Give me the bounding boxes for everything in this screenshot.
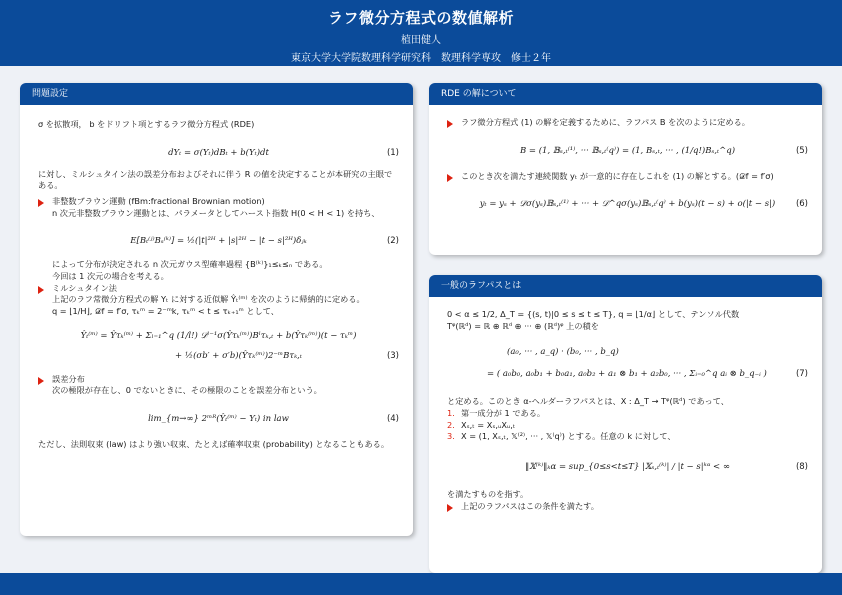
rough-para-1b: Tᵠ(ℝᵈ) = ℝ ⊕ ℝᵈ ⊕ ··· ⊕ (ℝᵈ)ᵠ 上の積を (447, 320, 599, 331)
equation-8-text: ‖𝕏⁽ᵏ⁾‖ₖα = sup_{0≤s<t≤T} |𝕏ₛ,ₜ⁽ᵏ⁾| / |t − s|ᵏᵅ < ∞ (525, 461, 730, 472)
problem-para-2b: 今回は 1 次元の場合を考える。 (52, 270, 169, 281)
equation-6 (447, 198, 808, 210)
rough-para-3: を満たすものを指す。 (447, 489, 529, 500)
bullet-error-dist-title: 誤差分布 (52, 373, 85, 384)
problem-para-3: ただし、法則収束 (law) はより強い収束、たとえば確率収束 (probability) となることもある。 (38, 439, 390, 449)
bullet-error-dist-text: 次の極限が存在し、0 でないときに、その極限のことを誤差分布という。 (52, 385, 322, 396)
rde-bullet-2: このとき次を満たす連続関数 yₜ が一意的に存在しこれを (1) の解とする。(𝒟f = f′σ) (447, 171, 808, 183)
author-name: 植田健人 (401, 35, 441, 46)
equation-6-text: yₜ = yₛ + 𝒟σ(yₛ)𝔹ₛ,ₜ⁽¹⁾ + ··· + 𝒟^qσ(yₛ)𝔹ₛ,ₜ⁽q⁾ + b(yₛ)(t − s) + o(|t − s|) (479, 199, 776, 210)
equation-7b (447, 368, 808, 380)
equation-3a (38, 330, 399, 342)
equation-1-text: dYₜ = σ(Yₜ)dBₜ + b(Yₜ)dt (168, 147, 269, 158)
panel-rough-path (429, 275, 822, 573)
equation-7a-text: (a₀, ··· , a_q) · (b₀, ··· , b_q) (507, 347, 619, 358)
bullet-fbm (38, 196, 399, 219)
equation-3-number: (3) (386, 350, 399, 361)
equation-2 (38, 235, 399, 247)
rough-item-1 (447, 408, 808, 420)
equation-3b (38, 350, 399, 362)
panel-rde (429, 83, 822, 255)
poster-title: ラフ微分方程式の数値解析 (327, 9, 514, 27)
bullet-fbm-title: 非整数ブラウン運動 (fBm:fractional Brownian motion) (52, 195, 265, 206)
panel-problem (20, 83, 413, 536)
bullet-error-dist (38, 374, 399, 397)
poster-header (0, 0, 842, 66)
bullet-milstein (38, 283, 399, 318)
rde-bullet-1: ラフ微分方程式 (1) の解を定義するために、ラフパス B を次のように定める。 (447, 117, 808, 129)
equation-7-number: (7) (795, 369, 808, 380)
equation-6-number: (6) (795, 199, 808, 210)
equation-2-number: (2) (386, 236, 399, 247)
rough-bullet-last: 上記のラフパスはこの条件を満たす。 (447, 501, 808, 513)
rough-item-2-number: 2. (447, 419, 455, 430)
equation-7a (447, 346, 808, 358)
rough-item-3-text: X = (1, Xₛ,ₜ, 𝕏⁽²⁾, ··· , 𝕏⁽q⁾) とする。任意の k に対して、 (461, 431, 676, 442)
equation-4-text: lim_{m→∞} 2ᵐᴿ(Ŷₜ⁽ᵐ⁾ − Yₜ) in law (148, 413, 289, 424)
equation-7b-text: = ( a₀b₀, a₀b₁ + b₀a₁, a₀b₂ + a₁ ⊗ b₁ + a₂b₀, ··· , Σᵢ₌₀^q aᵢ ⊗ b_q₋ᵢ ) (487, 369, 767, 380)
equation-2-text: E[Bₜ⁽ʲ⁾Bₛ⁽ᵏ⁾] = ½(|t|²ᴴ + |s|²ᴴ − |t − s|²ᴴ)δⱼₖ (130, 236, 307, 247)
bullet-milstein-text-2: q = ⌊1/H⌋, 𝒟f = f′σ, τₖᵐ = 2⁻ᵐk, τₖᵐ < t ≤ τₖ₊₁ᵐ として、 (52, 305, 279, 316)
equation-5-number: (5) (795, 145, 808, 156)
rough-para-2: と定める。このとき α-ヘルダーラフパスとは、X : Δ_T → Tᵠ(ℝᵈ) であって、 (447, 396, 729, 407)
equation-4 (38, 413, 399, 425)
rough-item-2-text: Xₛ,ₜ = Xₛ,ᵤXᵤ,ₜ (461, 419, 516, 430)
equation-1 (38, 147, 399, 159)
panel-rde-heading: RDE の解について (429, 83, 822, 105)
affiliation: 東京大学大学院数理科学研究科 数理科学専攻 修士２年 (291, 53, 551, 64)
equation-5 (447, 145, 808, 157)
rough-item-1-text: 第一成分が 1 である。 (461, 408, 546, 419)
problem-para-2: によって分布が決定される n 次元ガウス型確率過程 {B⁽ᵏ⁾}₁≤ₖ≤ₙ である。 (52, 259, 328, 270)
bullet-milstein-text: 上記のラフ常微分方程式の解 Yₜ に対する近似解 Ŷₜ⁽ᵐ⁾ を次のように帰納的に定める。 (52, 294, 365, 305)
rough-item-3-number: 3. (447, 431, 455, 442)
rough-item-2 (447, 420, 808, 432)
equation-8 (447, 461, 808, 473)
equation-1-number: (1) (386, 147, 399, 158)
problem-intro: σ を拡散項， b をドリフト項とするラフ微分方程式 (RDE) (38, 119, 255, 129)
bullet-milstein-title: ミルシュタイン法 (52, 282, 117, 293)
equation-3a-text: Ŷₜ⁽ᵐ⁾ = Ŷτₖ⁽ᵐ⁾ + Σₗ₌₁^q (1/l!) 𝒟ˡ⁻¹σ(Ŷτₖ⁽ᵐ⁾)Bˡτₖ,ₜ + b(Ŷτₖ⁽ᵐ⁾)(t − τₖᵐ) (80, 330, 357, 341)
equation-5-text: B = (1, 𝔹ₛ,ₜ⁽¹⁾, ··· 𝔹ₛ,ₜ⁽q⁾) = (1, Bₛ,ₜ, ··· , (1/q!)Bₛ,ₜ^q) (519, 145, 736, 156)
bullet-fbm-text: n 次元非整数ブラウン運動とは、パラメータとしてハースト指数 H(0 < H < 1) を持ち、 (52, 207, 380, 218)
equation-4-number: (4) (386, 413, 399, 424)
equation-3b-text: + ½(σb′ + σ′b)(Ŷτₖ⁽ᵐ⁾)2⁻ᵐBτₖ,ₜ (175, 350, 302, 361)
problem-para-1: に対し、ミルシュタイン法の誤差分布およびそれに伴う R の値を決定することが本研究の主眼である。 (38, 168, 393, 191)
poster-footer (0, 573, 842, 595)
rough-item-1-number: 1. (447, 408, 455, 419)
rough-item-3 (447, 431, 808, 443)
equation-8-number: (8) (795, 461, 808, 472)
panel-rough-path-heading: 一般のラフパスとは (429, 275, 822, 297)
panel-problem-heading: 問題設定 (20, 83, 413, 105)
rough-para-1: 0 < α ≤ 1/2, Δ_T = {(s, t)|0 ≤ s ≤ t ≤ T}, q = ⌊1/α⌋ として、テンソル代数 (447, 309, 740, 319)
